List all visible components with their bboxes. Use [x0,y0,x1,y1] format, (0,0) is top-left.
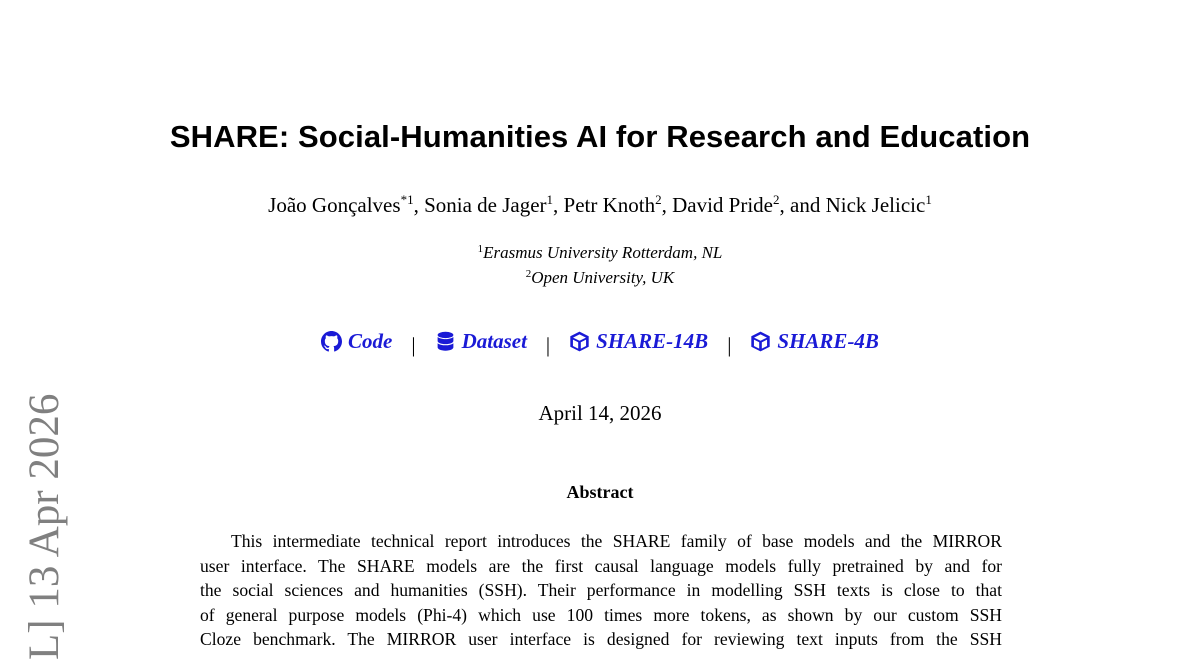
author-affiliation-mark: 2 [655,192,662,207]
author-affiliation-mark: *1 [400,192,414,207]
author-name: João Gonçalves [268,193,401,217]
author-affiliation-mark: 1 [546,192,554,207]
author-name: David Pride [672,193,774,217]
abstract-heading: Abstract [566,482,634,502]
author-separator: , [661,193,673,217]
cube-icon [569,331,590,352]
author-separator: , [413,193,425,217]
affiliation-mark: 2 [525,268,532,280]
dataset-link-label: Dataset [461,329,527,353]
abstract-line: of general purpose models (Phi-4) which use 100 times more tokens, as shown by our custom SSH [200,604,1002,625]
author-affiliation-mark: 1 [925,192,932,207]
author-name: Nick Jelicic [825,193,926,217]
author-list [0,192,1200,218]
affiliation [0,243,1200,263]
abstract-line: the social sciences and humanities (SSH). Their performance in modelling SSH texts is close to that [200,580,1002,600]
share-14b-link-label: SHARE-14B [596,329,709,353]
share-4b-link[interactable] [750,329,879,354]
abstract-body [200,529,1002,652]
resource-links [0,329,1200,358]
github-icon [321,331,342,352]
affiliation-text: Open University, UK [531,268,675,287]
abstract-line: user interface. The SHARE models are the first causal language models fully pretrained by and for [200,555,1002,576]
dataset-link[interactable] [435,329,527,354]
author-separator: , and [779,193,826,217]
author-separator: , [553,193,564,217]
share-4b-link-label: SHARE-4B [777,329,879,353]
affiliation-mark: 1 [477,243,484,255]
author-affiliation-mark: 2 [773,192,780,207]
author-name: Petr Knoth [563,193,656,217]
code-link-label: Code [348,329,393,353]
link-separator: | [727,333,732,357]
database-icon [435,331,456,352]
paper-title: SHARE: Social-Humanities AI for Research and Education [169,119,1031,154]
publication-date: April 14, 2026 [538,401,662,425]
arxiv-sidebar-stamp: L] 13 Apr 2026 [21,393,68,660]
author-name: Sonia de Jager [424,193,547,217]
affiliation [0,268,1200,288]
link-separator: | [545,333,551,357]
link-separator: | [411,333,416,357]
share-14b-link[interactable] [569,329,708,354]
cube-icon [750,331,771,352]
code-link[interactable] [321,329,392,354]
affiliation-text: Erasmus University Rotterdam, NL [483,243,723,262]
abstract-line: Cloze benchmark. The MIRROR user interface is designed for reviewing text inputs from the SSH [200,629,1002,649]
abstract-line: This intermediate technical report introduces the SHARE family of base models and the MIRROR [231,531,1002,551]
